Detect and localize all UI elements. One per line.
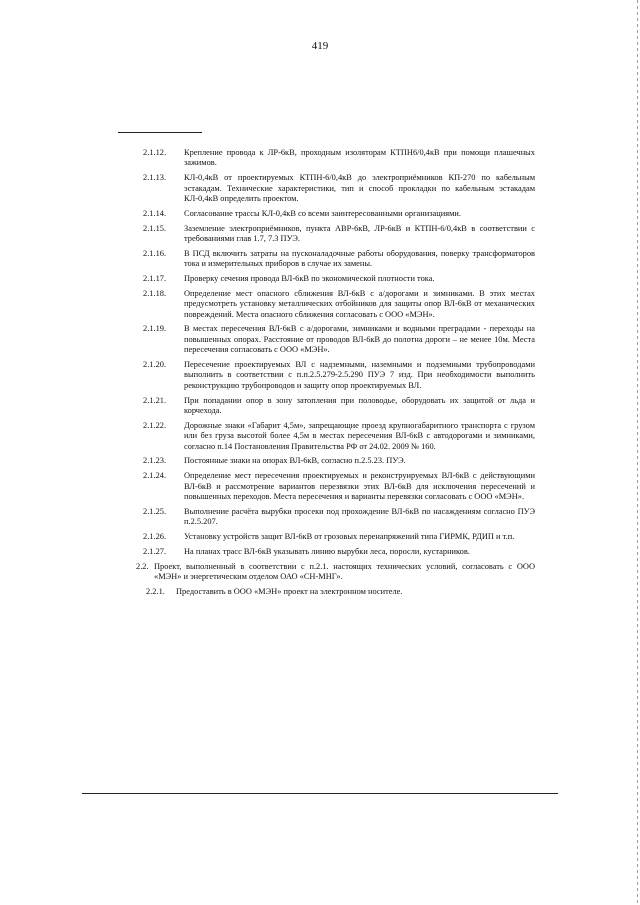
item-text: Определение мест опасного сближения ВЛ-6кВ с а/дорогами и зимниками. В этих местах предусмотреть установку металлических отбойников для защиты опор ВЛ-6кВ от механических повреждений. Места опасного сближения согласовать с ООО «МЭН». <box>184 288 535 319</box>
list-item <box>146 587 535 597</box>
list-item <box>143 471 535 502</box>
item-text: Проект, выполненный в соответствии с п.2.1. настоящих технических условий, согласовать с ООО «МЭН» и энергетическим отделом ОАО «СН-МНГ». <box>154 561 535 582</box>
item-text: Проверку сечения провода ВЛ-6кВ по экономической плотности тока. <box>184 274 435 284</box>
list-item <box>143 421 535 452</box>
item-number: 2.1.23. <box>143 456 167 466</box>
item-number: 2.1.20. <box>143 360 167 370</box>
requirements-list <box>136 148 535 602</box>
item-number: 2.2. <box>136 561 149 571</box>
item-number: 2.1.26. <box>143 532 167 542</box>
bottom-rule <box>82 793 558 794</box>
item-text: Предоставить в ООО «МЭН» проект на электронном носителе. <box>176 586 403 596</box>
item-number: 2.1.14. <box>143 208 167 218</box>
list-item <box>143 324 535 355</box>
item-text: Выполнение расчёта вырубки просеки под прохождение ВЛ-6кВ по насаждениям согласно ПУЭ п.2.5.207. <box>184 506 535 527</box>
item-number: 2.1.13. <box>143 173 167 183</box>
item-text: Установку устройств защит ВЛ-6кВ от грозовых перенапряжений типа ГИРМК, РДИП и т.п. <box>184 532 515 542</box>
item-number: 2.1.12. <box>143 148 167 157</box>
item-number: 2.1.18. <box>143 288 167 298</box>
top-rule <box>118 132 202 133</box>
item-number: 2.1.21. <box>143 395 167 405</box>
list-item <box>143 148 535 169</box>
item-number: 2.1.27. <box>143 546 167 556</box>
scan-edge <box>637 0 638 905</box>
list-item <box>143 456 535 466</box>
list-item <box>143 507 535 528</box>
list-item <box>143 532 535 542</box>
list-item <box>143 173 535 204</box>
item-text: Крепление провода к ЛР-6кВ, проходным изоляторам КТПН6/0,4кВ при помощи плашечных зажимов. <box>184 148 535 168</box>
item-number: 2.1.22. <box>143 420 167 430</box>
list-item <box>143 209 535 219</box>
item-number: 2.1.17. <box>143 274 167 284</box>
item-text: КЛ-0,4кВ от проектируемых КТПН-6/0,4кВ до электроприёмников КП-270 по кабельным эстакадам. Технические характеристики, тип и способ прокладки по кабельным эстакадам КЛ-0,4кВ определить проектом. <box>184 173 535 204</box>
list-item <box>143 224 535 245</box>
item-text: На планах трасс ВЛ-6кВ указывать линию вырубки леса, поросли, кустарников. <box>184 546 470 556</box>
item-number: 2.1.19. <box>143 324 167 334</box>
list-item <box>143 396 535 417</box>
item-text: Согласование трассы КЛ-0,4кВ со всеми заинтересованными организациями. <box>184 208 461 218</box>
item-number: 2.1.15. <box>143 223 167 233</box>
item-text: Пересечение проектируемых ВЛ с надземными, наземными и подземными трубопроводами выполнить в соответствии с п.п.2.5.279-2.5.290 ПУЭ 7 изд. При необходимости выполнить реконструкцию трубопроводов и защиту опор проектируемых ВЛ. <box>184 360 535 390</box>
item-text: Заземление электроприёмников, пункта АВР-6кВ, ЛР-6кВ и КТПН-6/0,4кВ в соответствии с требованиями глав 1.7, 7.3 ПУЭ. <box>184 223 535 244</box>
item-number: 2.1.25. <box>143 506 167 516</box>
item-text: Дорожные знаки «Габарит 4,5м», запрещающие проезд крупногабаритного транспорта с грузом или без груза высотой более 4,5м в местах пересечения ВЛ-6кВ с автодорогами и зимниками, согласно п.14 Постановления Правительства РФ от 24.02. 2009 № 160. <box>184 420 535 451</box>
list-item <box>143 360 535 391</box>
list-item <box>143 249 535 270</box>
page-number: 419 <box>311 40 329 52</box>
item-number: 2.2.1. <box>146 586 165 596</box>
list-item <box>143 274 535 284</box>
item-text: В ПСД включить затраты на пусконаладочные работы оборудования, поверку трансформаторов тока и измерительных приборов в случае их замены. <box>184 248 535 269</box>
item-text: При попадании опор в зону затопления при половодье, оборудовать их защитой от льда и корчехода. <box>184 395 535 416</box>
list-item <box>143 547 535 557</box>
item-number: 2.1.24. <box>143 471 167 481</box>
list-item <box>136 562 535 583</box>
item-text: Определение мест пересечения проектируемых и реконструируемых ВЛ-6кВ с действующими ВЛ-6кВ и рассмотрение вариантов перезвязки этих ВЛ-6кВ для исключения пересечений и повышенных переходов. Места пересечения и варианты перевязки согласовать с ООО «МЭН». <box>184 471 535 502</box>
item-text: Постоянные знаки на опорах ВЛ-6кВ, согласно п.2.5.23. ПУЭ. <box>184 456 406 466</box>
list-item <box>143 289 535 320</box>
item-number: 2.1.16. <box>143 248 167 258</box>
item-text: В местах пересечения ВЛ-6кВ с а/дорогами, зимниками и водными преградами - переходы на повышенных опорах. Расстояние от проводов ВЛ-6кВ до полотна дороги – не менее 10м. Места пересечения согласовать с ООО «МЭН». <box>184 324 535 355</box>
